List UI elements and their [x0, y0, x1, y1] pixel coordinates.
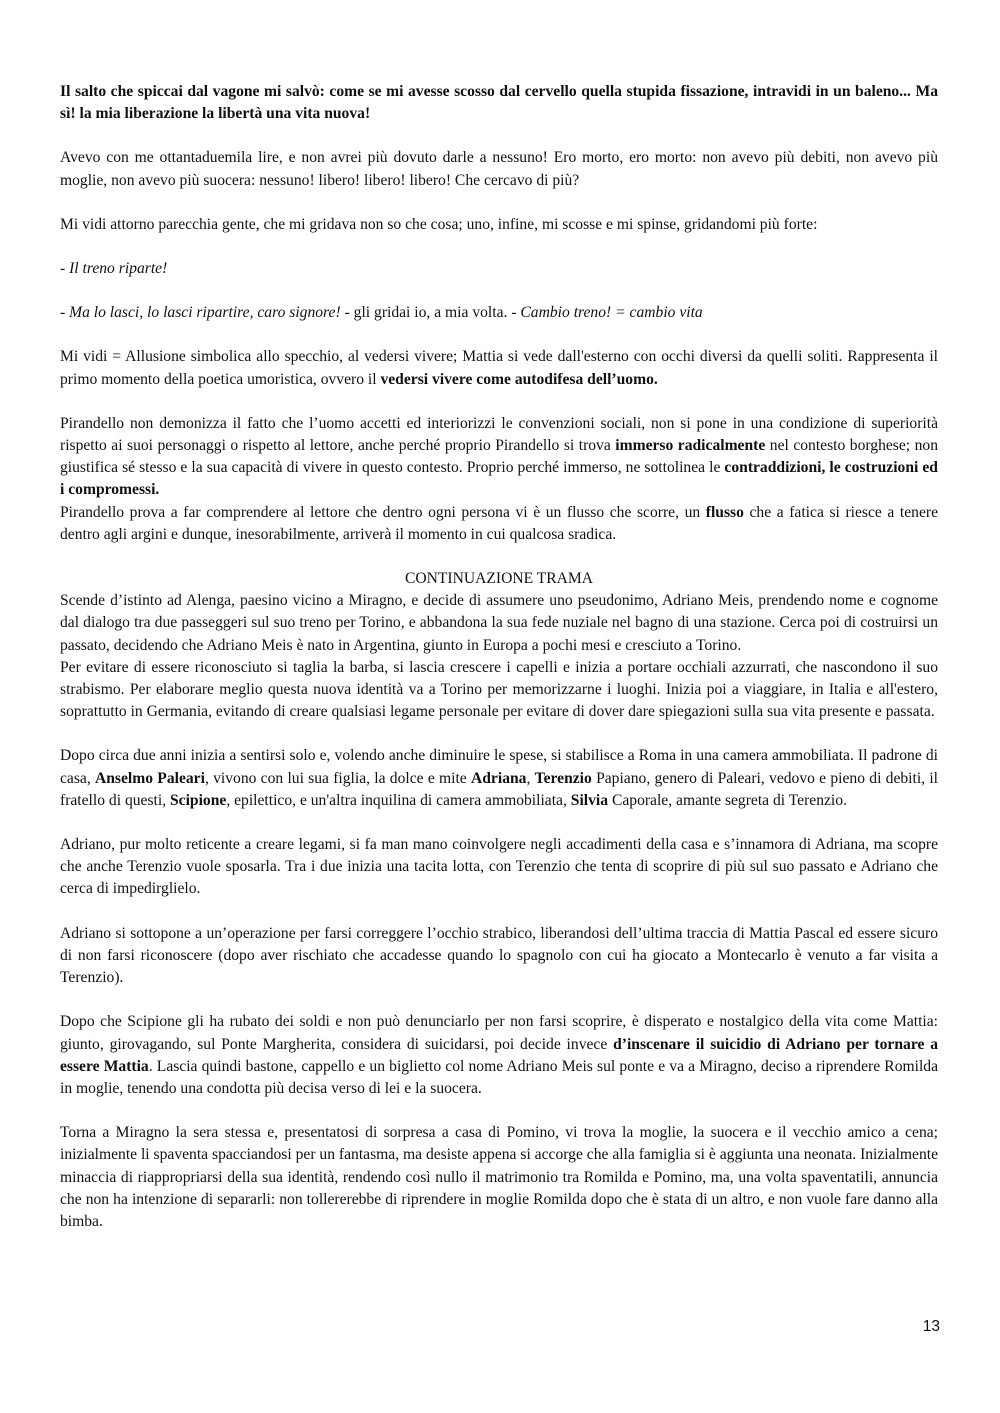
plot-p3-a: Dopo circa due anni inizia a sentirsi solo e, volendo anche diminuire le spese, si stabilisce a Roma in una camera ammobiliata. Il padrone di casa, — [60, 747, 938, 787]
plot-p6-b: . Lascia quindi bastone, cappello e un biglietto col nome Adriano Meis sul ponte e va a Miragno, deciso a riprendere Romilda in moglie, tenendo una condotta più decisa verso di lei e la suocera. — [60, 1057, 938, 1097]
analysis-p2-bold-2: contraddizioni, le costruzioni ed i compromessi. — [60, 459, 938, 499]
intro-bold-text: Il salto che spiccai dal vagone mi salvò: come se mi avesse scosso dal cervello quella stupida fissazione, intravidi in un baleno... Ma sì! la mia liberazione la libertà una vita nuova! — [60, 83, 938, 123]
plot-paragraph-1: Scende d’istinto ad Alenga, paesino vicino a Miragno, e decide di assumere uno pseudonimo, Adriano Meis, prendendo nome e cognome dal dialogo tra due passeggeri sul suo treno per Torino, e abbandona la sua fede nuziale nel bagno di una stazione. Cerca poi di costruirsi un passato, decidendo che Adriano Meis è nato in Argentina, giunto in Europa a pochi mesi e cresciuto a Torino. — [60, 592, 938, 654]
plot-paragraph-7: Torna a Miragno la sera stessa e, presentatosi di sorpresa a casa di Pomino, vi trova la moglie, la suocera e il vecchio amico a cena; inizialmente li spaventa spacciandosi per un fantasma, ma desiste appena si accorge che alla famiglia si è aggiunta una neonata. Inizialmente minaccia di riappropriarsi della sua identità, rendendo così nullo il matrimonio tra Romilda e Pomino, ma, una volta spaventatili, annuncia che non ha intenzione di separarli: non tollererebbe di riprendere in moglie Romilda dopo che è stata di un altro, e non vuole fare danno alla bimba. — [60, 1124, 938, 1230]
quote-plain-text: - gli gridai io, a mia volta. — [340, 304, 512, 322]
page-number: 13 — [922, 1318, 940, 1335]
plot-paragraph-4: Adriano, pur molto reticente a creare legami, si fa man mano coinvolgere negli accadimenti della casa e s’innamora di Adriana, ma scopre che anche Terenzio vuole sposarla. Tra i due inizia una tacita lotta, con Terenzio che tenta di scoprire di più sul suo passato e Adriano che cerca di impedirglielo. — [60, 836, 938, 898]
analysis-p2-bold-1: immerso radicalmente — [615, 437, 766, 455]
analysis-p1-bold: vedersi vivere come autodifesa dell’uomo. — [380, 370, 658, 388]
analysis-p3-b: che a fatica si riesce a tenere dentro agli argini e dunque, inesorabilmente, arriverà il momento in cui qualcosa sradica. — [60, 503, 938, 543]
plot-p3-e: , epilettico, e un'altra inquilina di camera ammobiliata, — [226, 791, 571, 809]
section-heading: CONTINUAZIONE TRAMA — [404, 570, 594, 588]
italic-quote-train: - Il treno riparte! — [60, 260, 168, 278]
plot-paragraph-2: Per evitare di essere riconosciuto si taglia la barba, si lascia crescere i capelli e inizia a portare occhiali azzurrati, che nascondono il suo strabismo. Per elaborare meglio questa nuova identità va a Torino per memorizzarne i luoghi. Inizia poi a viaggiare, in Italia e all'estero, soprattutto in Germania, evitando di creare qualsiasi legame personale per evitare di dover dare spiegazioni sulla sua vita presente e passata. — [60, 658, 938, 721]
name-anselmo-paleari: Anselmo Paleari — [95, 769, 205, 787]
analysis-p3-bold: flusso — [705, 503, 744, 521]
name-silvia: Silvia — [570, 791, 609, 809]
italic-quote-2: - Cambio treno! = cambio vita — [511, 304, 703, 322]
document-body — [60, 81, 938, 1233]
plot-paragraph-5: Adriano si sottopone a un’operazione per farsi correggere l’occhio strabico, liberandosi dell’ultima traccia di Mattia Pascal ed essere sicuro di non farsi riconoscere (dopo aver rischiato che accadesse quando lo spagnolo con cui ha giocato a Montecarlo è venuto a far visita a Terenzio). — [60, 924, 938, 987]
analysis-paragraph-2 — [60, 413, 938, 502]
analysis-paragraph-3 — [60, 502, 938, 546]
analysis-paragraph-1 — [60, 346, 938, 390]
analysis-p2-a: Pirandello non demonizza il fatto che l’uomo accetti ed interiorizzi le convenzioni sociali, non si pone in una condizione di superiorità rispetto ai suoi personaggi o rispetto al lettore, anche perché proprio Pirandello si trova — [60, 414, 938, 455]
plot-p6-bold: d’inscenare il suicidio di Adriano per tornare a essere Mattia — [60, 1035, 938, 1075]
intro-paragraph-4 — [60, 258, 938, 280]
plot-p3-d: Papiano, genero di Paleari, vedovo e pieno di debiti, il fratello di questi, — [60, 769, 939, 809]
plot-paragraph-3 — [60, 745, 938, 812]
intro-paragraph-2: Avevo con me ottantaduemila lire, e non avrei più dovuto darle a nessuno! Ero morto, ero morto: non avevo più debiti, non avevo più moglie, non avevo più suocera: nessuno! libero! libero! libero! Che cercavo di più? — [60, 149, 938, 189]
plot-paragraph-6 — [60, 1011, 938, 1100]
name-terenzio: Terenzio — [534, 769, 592, 787]
intro-paragraph-3: Mi vidi attorno parecchia gente, che mi gridava non so che cosa; uno, infine, mi scosse e mi spinse, gridandomi più forte: — [60, 215, 818, 233]
intro-bold-paragraph — [60, 81, 938, 125]
italic-quote-1: - Ma lo lasci, lo lasci ripartire, caro signore! — [60, 304, 341, 322]
analysis-p1-text: Mi vidi = Allusione simbolica allo specchio, al vedersi vivere; Mattia si vede dall'esterno con occhi diversi da quelli soliti. Rappresenta il primo momento della poetica umoristica, ovvero il — [60, 348, 938, 388]
plot-p3-c: , — [526, 769, 535, 787]
analysis-p3-a: Pirandello prova a far comprendere al lettore che dentro ogni persona vi è un flusso che scorre, un — [60, 503, 706, 521]
plot-p6-a: Dopo che Scipione gli ha rubato dei soldi e non può denunciarlo per non farsi scoprire, è disperato e nostalgico della vita come Mattia: giunto, girovagando, sul Ponte Margherita, considera di suicidarsi, poi decide invece — [60, 1013, 938, 1053]
analysis-p2-b: nel contesto borghese; non giustifica sé stesso e la sua capacità di vivere in questo contesto. Proprio perché immerso, ne sottolinea le — [60, 437, 939, 477]
intro-paragraph-5 — [60, 302, 938, 324]
plot-p3-b: , vivono con lui sua figlia, la dolce e mite — [204, 769, 471, 787]
name-adriana: Adriana — [471, 769, 527, 787]
plot-p3-f: Caporale, amante segreta di Terenzio. — [608, 791, 847, 809]
name-scipione: Scipione — [170, 791, 227, 809]
